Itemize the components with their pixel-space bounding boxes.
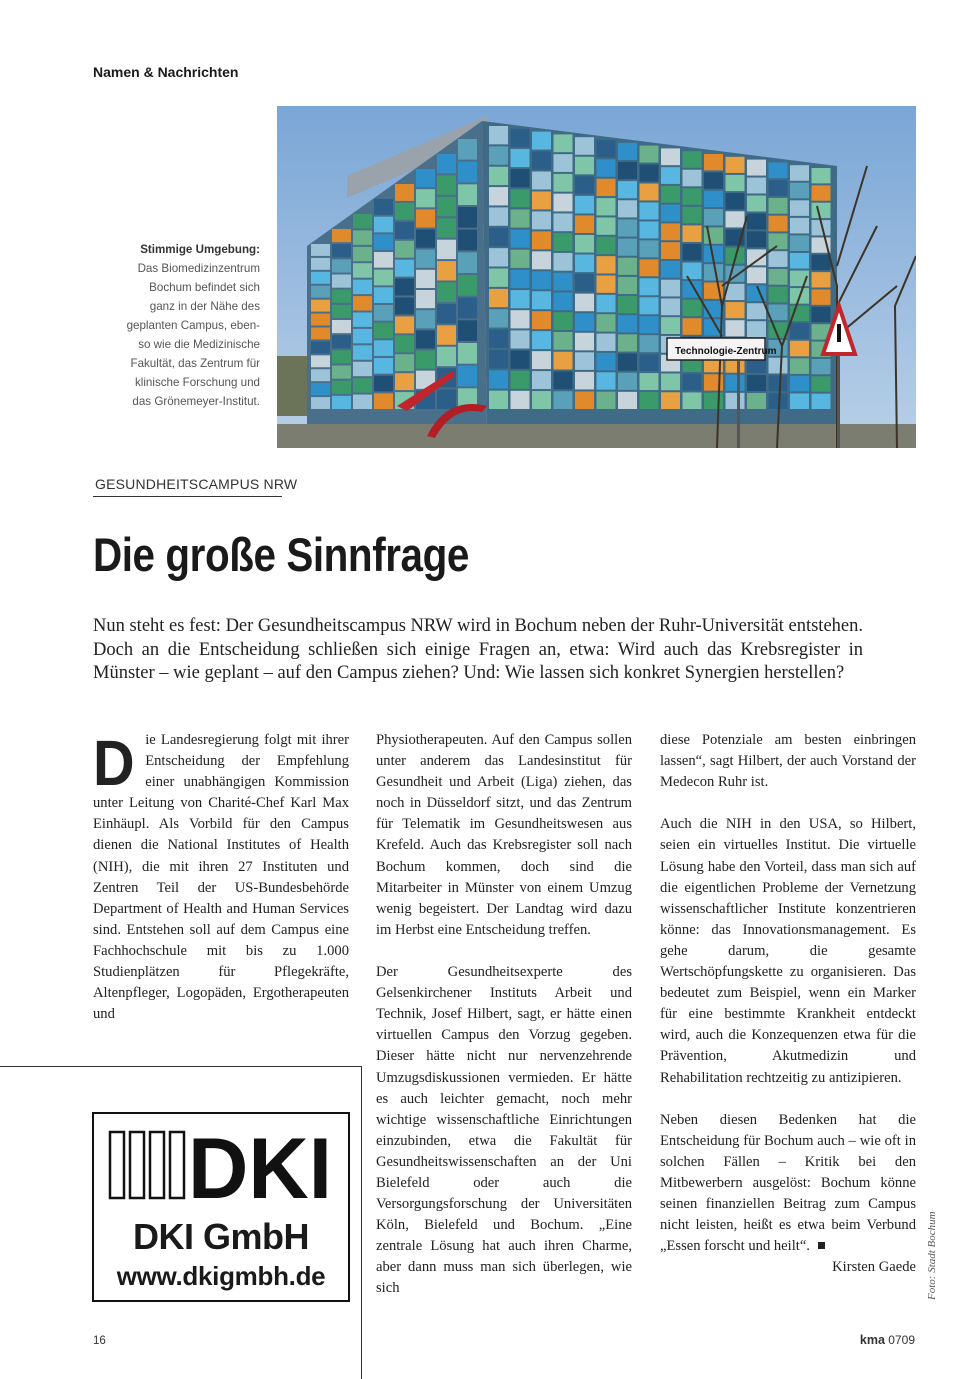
paragraph-text: ie Landesregierung folgt mit ihrer Entscheidung der Empfehlung einer unabhängigen Kommission unter Leitung von Charité-Chef Karl Max Einhäupl. Als Vorbild für den Campus dienen die National Institutes of Health (NIH), die mit ihren 27 Instituten und Zentren Teil der US-Bundesbehörde Department of Health and Human Services sind. Entstehen soll auf dem Campus eine Fachhochschule mit bis zu 1.000 Studienplätzen für Pflegekräfte, Altenpfleger, Logopäden, Ergotherapeuten und bbox=[93, 732, 349, 1023]
article-column-2 bbox=[376, 730, 632, 1321]
author-name: Kirsten Gaede bbox=[832, 1259, 916, 1276]
paragraph: diese Potenziale am besten einbringen lassen“, sagt Hilbert, der auch Vorstand der Medecon Ruhr ist. bbox=[660, 732, 916, 791]
photo-caption bbox=[112, 240, 260, 411]
paragraph-text: Neben diesen Bedenken hat die Entscheidung für Bochum auch – wie oft in solchen Fällen – Kritik bei den Mitbewerbern ausgelöst: Bochum könne seinen finanziellen Beitrag zum Campus nicht leisten, heißt es etwa beim Verbund „Essen forscht und heilt“. bbox=[660, 1111, 916, 1255]
kicker-underline bbox=[93, 496, 282, 497]
logo-text: DKI bbox=[188, 1126, 332, 1204]
issue-number: 0709 bbox=[888, 1333, 915, 1347]
magazine-issue bbox=[860, 1333, 915, 1347]
ad-frame-top bbox=[0, 1066, 361, 1067]
caption-line: das Grönemeyer-Institut. bbox=[132, 395, 260, 408]
caption-line: geplanten Campus, eben- bbox=[126, 319, 260, 332]
caption-line: Das Biomedizinzentrum bbox=[137, 262, 260, 275]
article-column-1 bbox=[93, 727, 349, 1046]
photo-credit: Foto: Stadt Bochum bbox=[926, 1211, 938, 1300]
sign-text: Technologie-Zentrum bbox=[675, 346, 777, 357]
paragraph: Auch die NIH in den USA, so Hilbert, seien ein virtuelles Institut. Die virtuelle Lösung habe den Vorteil, dass man sich auf die eigentlichen Probleme der Vernetzung wissenschaftlicher Institute konzentrieren könne: das Innovationsmanagement. Es gehe darum, die gesamte Wertschöpfungskette zu organisieren. Das bedeutet zum Beispiel, wenn ein Marker für eine bestimmte Krankheit entdeckt wird, auch die Konzequenzen etwa für die Prävention, Akutmedizin und Rehabilitation rechtzeitig zu antizipieren. bbox=[660, 816, 916, 1086]
paragraph bbox=[93, 727, 349, 1025]
caption-line: klinische Forschung und bbox=[134, 376, 260, 389]
ad-url-link[interactable]: www.dkigmbh.de bbox=[116, 1261, 326, 1291]
caption-line: so wie die Medizinische bbox=[138, 338, 260, 351]
article-column-3 bbox=[660, 730, 916, 1278]
paragraph: Physiotherapeuten. Auf den Campus sollen unter anderem das Landesinstitut für Gesundheit und Arbeit (Liga) ziehen, das noch in Düsseldorf sitzt, und das Zentrum für Telematik im Gesundheitswesen aus Krefeld. Auch das Krebsregister soll nach Bochum kommen, doch sind die Mitarbeiter in Münster von einem Umzug wenig begeistert. Der Landtag wird dazu im Herbst eine Entscheidung treffen. bbox=[376, 732, 632, 938]
dki-logo bbox=[108, 1126, 334, 1204]
caption-line: ganz in der Nähe des bbox=[149, 300, 260, 313]
paragraph: Der Gesundheitsexperte des Gelsenkirchener Instituts Arbeit und Technik, Josef Hilbert, sagt, er hätte einen virtuellen Campus den Vorzug gegeben. Dieser hätte nicht nur nervenzehrende Umzugsdiskussionen vermieden. Er hätte es auch leichter gemacht, noch mehr wichtige wissenschaftliche Einrichtungen einzubinden, etwa die Fakultät für Gesundheitswissenschaften an der Uni Bielefeld oder auch die Versorgungsforschung der Universitäten Köln, Bielefeld und Bochum. „Eine zentrale Lösung hat auch ihren Charme, aber dann muss man sich überlegen, wie sich bbox=[376, 964, 632, 1297]
ad-company-name: DKI GmbH bbox=[133, 1216, 309, 1257]
dki-advertisement[interactable] bbox=[92, 1112, 350, 1302]
page-number: 16 bbox=[93, 1335, 106, 1347]
drop-cap: D bbox=[93, 727, 135, 799]
headline: Die große Sinnfrage bbox=[93, 528, 469, 581]
building-photo bbox=[277, 106, 916, 448]
caption-line: Bochum befindet sich bbox=[149, 281, 260, 294]
caption-head: Stimmige Umgebung: bbox=[140, 243, 260, 256]
kicker: GESUNDHEITSCAMPUS NRW bbox=[95, 476, 298, 492]
ad-frame-right bbox=[361, 1066, 362, 1379]
paragraph bbox=[660, 1110, 916, 1279]
section-label: Namen & Nachrichten bbox=[93, 64, 239, 80]
caption-line: Fakultät, das Zentrum für bbox=[130, 357, 260, 370]
end-mark-icon bbox=[818, 1242, 825, 1249]
magazine-brand: kma bbox=[859, 1333, 885, 1347]
lead-paragraph: Nun steht es fest: Der Gesundheitscampus NRW wird in Bochum neben der Ruhr-Universität entstehen. Doch an die Entscheidung schließen sich einige Fragen an, etwa: Wird auch das Krebsregister in Münster – wie geplant – auf den Campus ziehen? Und: Wie lassen sich konkret Synergien herstellen? bbox=[93, 616, 863, 684]
